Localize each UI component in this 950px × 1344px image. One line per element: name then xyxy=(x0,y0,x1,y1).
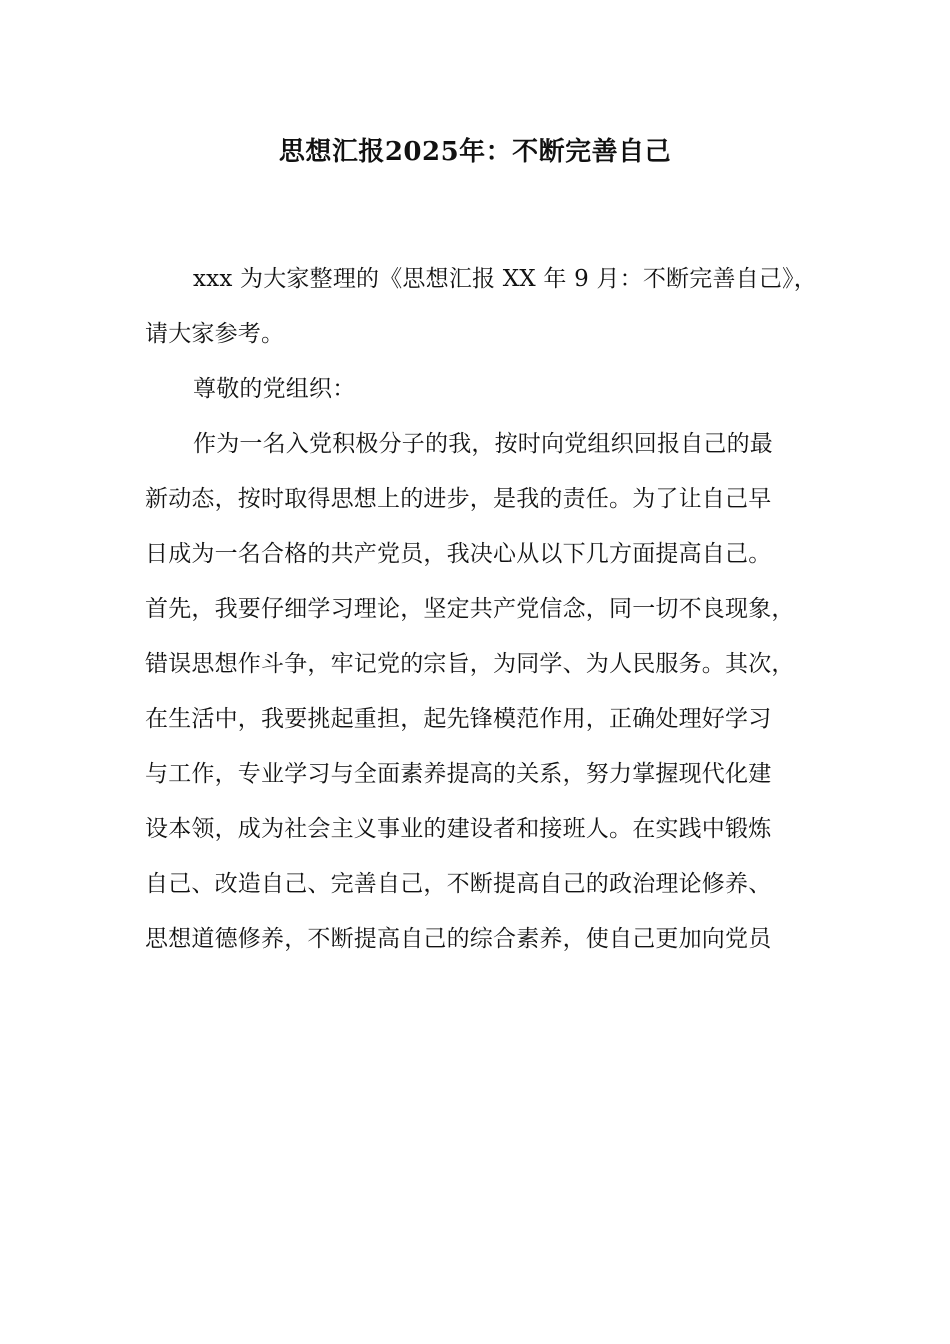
salutation xyxy=(145,362,835,417)
salutation-text: 尊敬的党组织： xyxy=(193,376,356,402)
intro-paragraph xyxy=(145,252,835,362)
body-line: 思想道德修养，不断提高自己的综合素养，使自己更加向党员 xyxy=(145,926,772,952)
intro-line-1: xxx 为大家整理的《思想汇报 XX 年 9 月：不断完善自己》， xyxy=(193,266,817,292)
body-line: 日成为一名合格的共产党员，我决心从以下几方面提高自己。 xyxy=(145,541,772,567)
body-line: 首先，我要仔细学习理论，坚定共产党信念，同一切不良现象， xyxy=(145,596,795,622)
body-line: 设本领，成为社会主义事业的建设者和接班人。在实践中锻炼 xyxy=(145,816,772,842)
document-title: 思想汇报2025年：不断完善自己 xyxy=(278,137,672,167)
body-line: 新动态，按时取得思想上的进步，是我的责任。为了让自己早 xyxy=(145,486,772,512)
body-line: 错误思想作斗争，牢记党的宗旨，为同学、为人民服务。其次， xyxy=(145,651,795,677)
body-line: 与工作，专业学习与全面素养提高的关系，努力掌握现代化建 xyxy=(145,761,772,787)
body-line: 作为一名入党积极分子的我，按时向党组织回报自己的最 xyxy=(193,431,773,457)
document-body xyxy=(145,252,835,967)
body-line: 在生活中，我要挑起重担，起先锋模范作用，正确处理好学习 xyxy=(145,706,772,732)
intro-line-2: 请大家参考。 xyxy=(145,321,285,347)
body-line: 自己、改造自己、完善自己，不断提高自己的政治理论修养、 xyxy=(145,871,772,897)
main-paragraph xyxy=(145,417,835,967)
